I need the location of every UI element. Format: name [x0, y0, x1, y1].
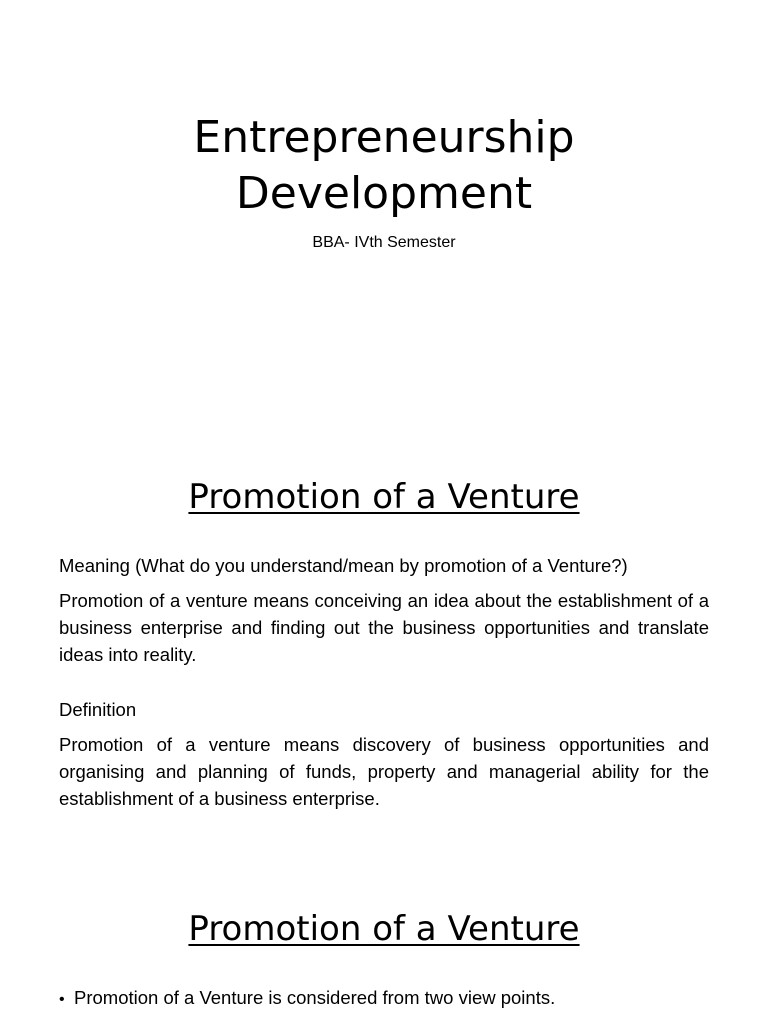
bullet-icon: •	[59, 991, 65, 1008]
definition-heading: Definition	[59, 699, 137, 720]
definition-paragraph: Promotion of a venture means discovery of business opportunities and organising and planning of funds, property and managerial ability for the establishment of a business enterprise.	[59, 734, 709, 809]
slide-title-heading	[0, 110, 768, 222]
slide-promotion-viewpoints	[0, 864, 768, 1024]
list-item	[59, 984, 709, 1013]
list-item-text: Promotion of a Venture is considered from two view points.	[74, 987, 556, 1008]
slide-title	[0, 0, 768, 432]
slide-body	[59, 552, 709, 812]
slide-subtitle: BBA- IVth Semester	[312, 234, 456, 251]
title-line-2: Development	[235, 168, 533, 219]
title-line-1: Entrepreneurship	[193, 112, 575, 163]
slide-heading: Promotion of a Venture	[188, 909, 580, 949]
slide-heading: Promotion of a Venture	[188, 477, 580, 517]
meaning-paragraph: Promotion of a venture means conceiving an idea about the establishment of a business enterprise and finding out the business opportunities and translate ideas into reality.	[59, 590, 709, 665]
meaning-heading: Meaning (What do you understand/mean by promotion of a Venture?)	[59, 555, 628, 576]
slide-body	[59, 984, 709, 1013]
slide-promotion-meaning	[0, 432, 768, 864]
